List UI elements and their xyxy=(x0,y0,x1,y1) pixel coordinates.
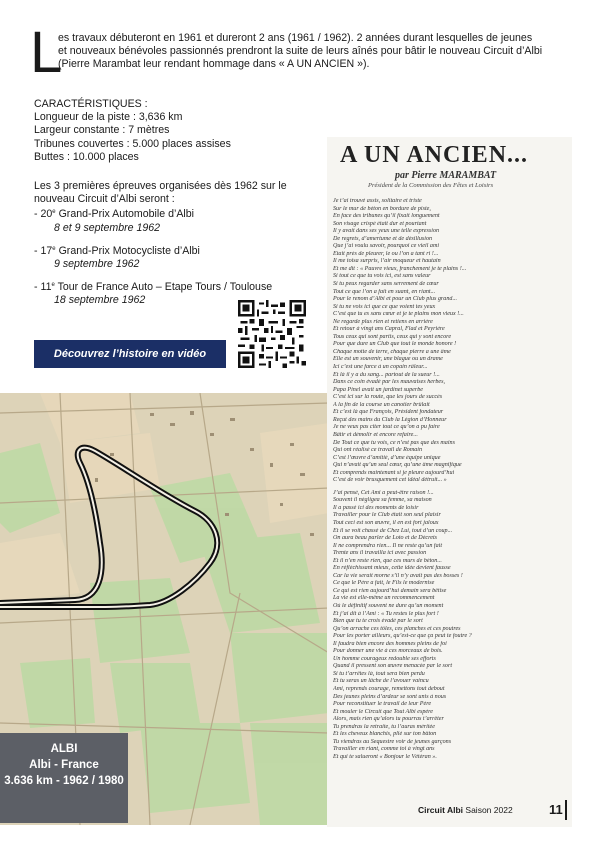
clipping-line: Et il n’en reste rien, que ces murs de béton... xyxy=(333,557,442,564)
clipping-line: Était près de pleurer, le ou l’on a tant ri !... xyxy=(333,250,439,257)
clipping-line: Son visage crispé était dur et pourtant xyxy=(333,220,427,227)
clipping-line: Ce que le Père a fait, le Fils le modernise xyxy=(333,580,435,587)
clipping-line: C’est que tu es sans cœur et je te plains mon vieux !... xyxy=(333,311,464,318)
clipping-line: Quand il pressent son œuvre menacée par le sort xyxy=(333,663,453,670)
clipping-line: Alors, mais rien qu’alors tu pourras t’arrêter xyxy=(333,716,444,723)
clipping-line: Il me toisa surpris, l’air moqueur et hautain xyxy=(333,258,441,265)
intro-line: (Pierre Marambat leur rendant hommage dans « A UN ANCIEN »). xyxy=(58,58,370,70)
clipping-line: Travailler pour le Club était son seul plaisir xyxy=(333,512,441,519)
clipping-line: Si tu peux regarder sans serrement de cœur xyxy=(333,281,439,288)
spec-item: Tribunes couvertes : 5.000 places assises xyxy=(34,137,231,150)
clipping-line: Bâtir et démolir et encore refaire... xyxy=(333,431,418,438)
intro-line: et nouveaux bénévoles passionnés prendront la suite de leurs aînés pour bâtir le nouveau Circuit d’Albi xyxy=(58,45,543,57)
clipping-line: On aura beau parler de Loto et de Décrets xyxy=(333,535,438,542)
clipping-line: De regrets, d’amertume et de désillusion xyxy=(333,235,433,242)
map-caption xyxy=(0,733,128,823)
clipping-line: Et là il y a du sang... partout de la sueur !... xyxy=(333,371,440,378)
video-history-button[interactable]: Découvrez l’histoire en vidéo xyxy=(34,340,226,368)
clipping-line: Et il se voit chassé de Chez Lui, tout d’un coup... xyxy=(333,527,453,534)
events-block xyxy=(34,180,314,308)
clipping-line: Ami, reprends courage, remettons tout debout xyxy=(333,686,445,692)
clipping-line: Je ne veux pas citer tout ce qu’on a pu faire xyxy=(333,424,440,431)
clipping-line: En face des tribunes qu’il fixait longuement xyxy=(333,213,440,220)
clipping-line: Et j’ai dit à l’Ami : « Tu restes le plus fort ! xyxy=(333,610,439,617)
clipping-line: Il y avait dans ses yeux une telle expression xyxy=(333,228,440,235)
clipping-line: Bien que tu te crois évadé par le sort xyxy=(333,618,423,625)
clipping-line: Travailler en riant, comme toi à vingt ans xyxy=(333,746,435,753)
event-item: - 17e Grand-Prix Motocycliste d’Albi xyxy=(34,244,200,257)
intro-line: es travaux débuteront en 1961 et dureront 2 ans (1961 / 1962). 2 années durant lesquelles de jeunes xyxy=(58,32,533,44)
clipping-line: Souvent il négligea sa femme, sa maison xyxy=(333,497,432,504)
event-item: - 20e Grand-Prix Automobile d’Albi xyxy=(34,208,194,221)
footer-brand: Circuit Albi xyxy=(418,805,464,815)
clipping-line: Et qui te salueront « Bonjour le Vétéran ». xyxy=(333,753,437,760)
clipping-line: En réfléchissant mieux, cette idée devient fausse xyxy=(333,565,451,572)
events-intro: Les 3 premières épreuves organisées dès 1962 sur le xyxy=(34,180,287,192)
characteristics-block xyxy=(34,98,304,164)
clipping-line: Il ne comprendra rien... Il ne reste qu’un fait xyxy=(333,542,443,549)
event-date: 9 septembre 1962 xyxy=(54,258,140,271)
clipping-line: Tu viendras au Sequestre voir de jeunes garçons xyxy=(333,738,452,745)
footer xyxy=(418,805,570,815)
clipping-line: Pour le renom d’Albi et pour un Club plus grand... xyxy=(333,296,458,303)
clipping-line: Et retour à vingt ans Capral, Flad et Peyrière xyxy=(333,326,445,333)
clipping-line: Des jeunes pleins d’ardeur se sont unis à nous xyxy=(333,693,447,700)
clipping-line: Qui n’avait qu’un seul cœur, qu’une âme magnifique xyxy=(333,462,462,469)
clipping-poem xyxy=(333,198,565,761)
clipping-line: Pour reconstituer le travail de leur Père xyxy=(333,701,432,708)
clipping-line: Chaque motte de terre, chaque pierre a une âme xyxy=(333,348,451,355)
clipping-line: Papa Pinel avait un jardinet superbe xyxy=(333,386,423,393)
clipping-line: La vie est elle-même un recommencement xyxy=(333,595,435,602)
clipping-line: Tout ceci est son œuvre, il en est fort jaloux xyxy=(333,519,439,526)
spec-item: Largeur constante : 7 mètres xyxy=(34,124,170,137)
events-intro: nouveau Circuit d’Albi seront : xyxy=(34,193,175,206)
event-date: 8 et 9 septembre 1962 xyxy=(54,221,161,234)
clipping-line: Ne regarde plus rien et retiens en arrière xyxy=(333,318,433,325)
spec-item: Buttes : 10.000 places xyxy=(34,150,139,163)
clipping-line: Et mouler le Circuit que Tout Albi espère xyxy=(333,708,433,715)
clipping-line: Il a passé ici des moments de loisir xyxy=(333,504,419,511)
qr-code[interactable] xyxy=(238,300,306,368)
clipping-line: J’ai pensé, Cet Ami a peut-être raison !... xyxy=(333,489,434,496)
clipping-line: C’est l’œuvre d’amitié, d’une équipe unique xyxy=(333,454,441,461)
clipping-line: De Tout ce que tu vois, ce n’est pas que des mains xyxy=(333,439,455,446)
clipping-line: Pour que dure un Club que tout le monde honore ! xyxy=(333,341,457,348)
intro-paragraph xyxy=(58,32,578,71)
clipping-line: Et comprends maintenant si je pleure aujourd’hui xyxy=(333,469,455,476)
clipping-line: Et c’est là que François, Président fondateur xyxy=(333,409,444,416)
spec-item: Longueur de la piste : 3,636 km xyxy=(34,111,183,124)
clipping-line: Ce qui est rien aujourd’hui demain sera bêtise xyxy=(333,587,447,594)
clipping-line: Et me dit : « Pauvre vieux, franchement je te plains !... xyxy=(333,265,467,272)
clipping-line: Je t’ai trouvé assis, solitaire et triste xyxy=(333,198,422,204)
map-caption-length: 3.636 km - 1962 / 1980 xyxy=(4,775,124,787)
clipping-line: Si tu ne vois ici que ce que voient tes yeux xyxy=(333,303,436,310)
clipping-line: Si tu t’arrêtes là, tout sera bien perdu xyxy=(333,670,425,677)
event-date: 18 septembre 1962 xyxy=(54,294,146,307)
clipping-subtitle: Président de la Commission des Fêtes et Loisirs xyxy=(368,182,494,189)
clipping-line: Sur le mur de béton en bordure de piste, xyxy=(333,205,431,212)
clipping-line: Qui ont réalisé ce travail de Romain xyxy=(333,447,423,454)
page-number: 11 xyxy=(549,802,563,817)
clipping-line: Un homme courageux redouble ses efforts xyxy=(333,655,436,662)
drop-cap: L xyxy=(30,20,63,85)
clipping-line: Que j’ai voulu savoir, pourquoi ce vieil ami xyxy=(333,243,440,250)
clipping-line: Si tout ce que tu vois ici, est sans valeur xyxy=(333,273,431,280)
clipping-line: Reçut des mains du Club la Légion d’Honneur xyxy=(333,416,447,423)
clipping-line: Trente ans il travailla ici avec passion xyxy=(333,550,427,557)
clipping-byline: par Pierre MARAMBAT xyxy=(395,170,497,181)
map-caption-city: ALBI xyxy=(50,743,78,755)
event-item: - 11e Tour de France Auto – Etape Tours / Toulouse xyxy=(34,281,273,294)
clipping-line: Dans ce coin évadé par les mauvaises herbes, xyxy=(333,379,446,386)
clipping-title: A UN ANCIEN... xyxy=(340,142,529,168)
clipping-line: Pour les porter ailleurs, qu’est-ce que ça peut te foutre ? xyxy=(333,633,472,640)
clipping-line: A la fin de la course un canotier brûlait xyxy=(333,401,430,408)
footer-divider xyxy=(565,800,567,820)
clipping-line: Car la vie serait morne s’il n’y avait pas des bosses ! xyxy=(333,572,463,579)
clipping-line: Tout ce que l’on a fait en suant, en riant... xyxy=(333,288,436,295)
clipping-line: Et les cheveux blanchis, plié sur ton bâton xyxy=(333,731,437,738)
clipping-line: Et tu seras un lâche de l’avouer vaincu xyxy=(333,678,429,685)
clipping-line: Pour donner une vie à ces morceaux de bois. xyxy=(333,648,443,655)
clipping-line: Tous ceux qui sont partis, ceux qui y sont encore xyxy=(333,333,452,340)
clipping-line: C’est ici sur la route, que les jours de succès xyxy=(333,394,443,401)
clipping-line: Elle est un souvenir, une blague ou un drame xyxy=(333,356,443,363)
characteristics-heading: CARACTÉRISTIQUES : xyxy=(34,98,148,110)
map-caption-country: Albi - France xyxy=(29,759,99,771)
clipping-line: Il faudra bien encore des hommes pleins de foi xyxy=(333,640,447,647)
clipping-line: Ici c’est une farce à un copain râleur... xyxy=(333,364,428,371)
clipping-line: Tu prendras la retraite, tu l’auras méritée xyxy=(333,723,435,730)
footer-season: Saison 2022 xyxy=(465,805,513,815)
clipping-line: C’est de voir brusquement cet idéal détruit... » xyxy=(333,477,447,484)
clipping-line: Qu’on arrache ces tôles, ces planches et ces poutres xyxy=(333,625,461,632)
clipping-line: Où le définitif souvent ne dure qu’un moment xyxy=(333,602,444,609)
